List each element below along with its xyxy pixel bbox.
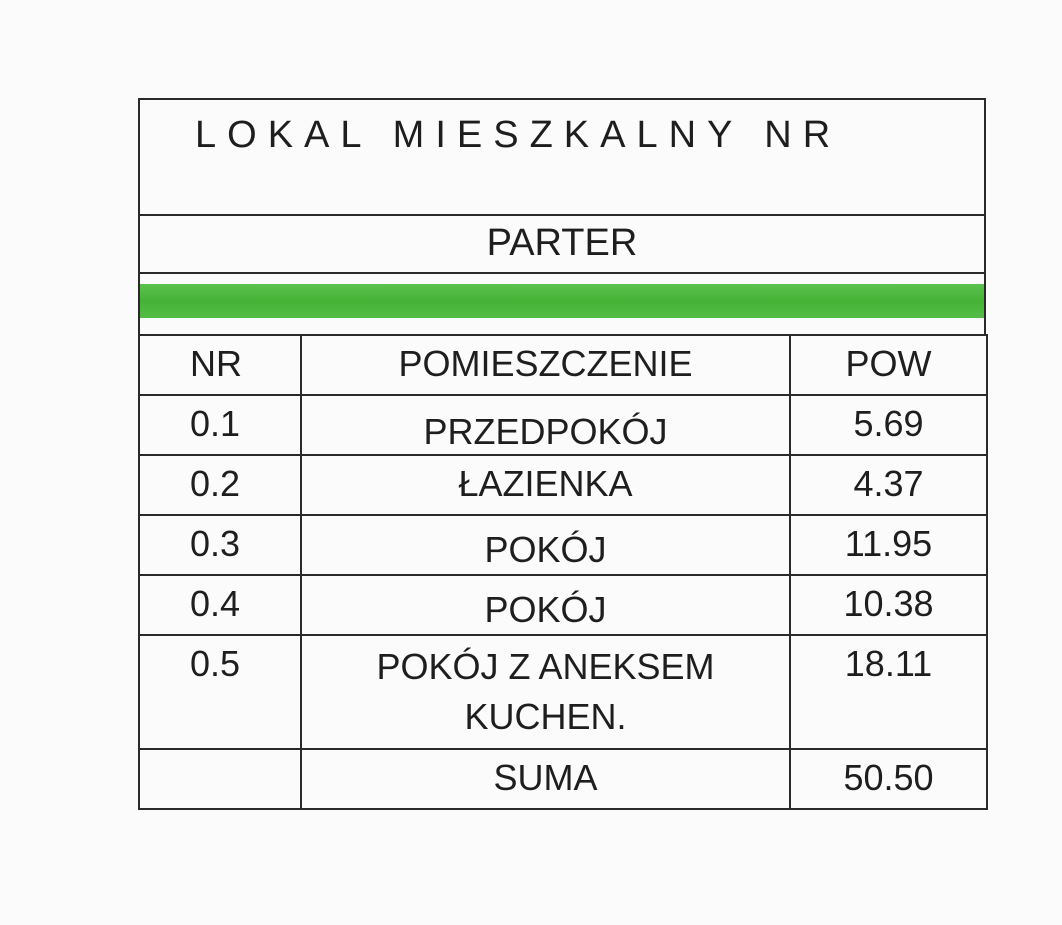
table-row [139,395,987,455]
room-area: 11.95 [790,515,987,575]
title-box [138,98,986,216]
room-area: 18.11 [790,635,987,749]
total-label: SUMA [301,749,790,809]
header-room: POMIESZCZENIE [301,335,790,395]
total-area: 50.50 [790,749,987,809]
room-nr: 0.2 [139,455,301,515]
green-accent-bar [140,284,984,318]
table-row [139,575,987,635]
room-area: 10.38 [790,575,987,635]
apartment-sheet [138,98,986,804]
room-name: ŁAZIENKA [301,455,790,515]
total-nr [139,749,301,809]
room-nr: 0.4 [139,575,301,635]
room-name: POKÓJ [301,515,790,575]
header-area: POW [790,335,987,395]
table-row [139,455,987,515]
room-nr: 0.1 [139,395,301,455]
table-total-row [139,749,987,809]
table-row [139,635,987,749]
accent-band [138,274,986,334]
room-name: POKÓJ Z ANEKSEM KUCHEN. [301,635,790,749]
room-area: 4.37 [790,455,987,515]
room-nr: 0.5 [139,635,301,749]
header-nr: NR [139,335,301,395]
rooms-table [138,334,988,810]
room-area: 5.69 [790,395,987,455]
table-row [139,515,987,575]
room-name: POKÓJ [301,575,790,635]
floor-label: PARTER [486,222,638,264]
floor-box [138,214,986,274]
page-title: LOKAL MIESZKALNY NR [195,114,842,156]
table-header-row [139,335,987,395]
room-nr: 0.3 [139,515,301,575]
room-name: PRZEDPOKÓJ [301,395,790,455]
